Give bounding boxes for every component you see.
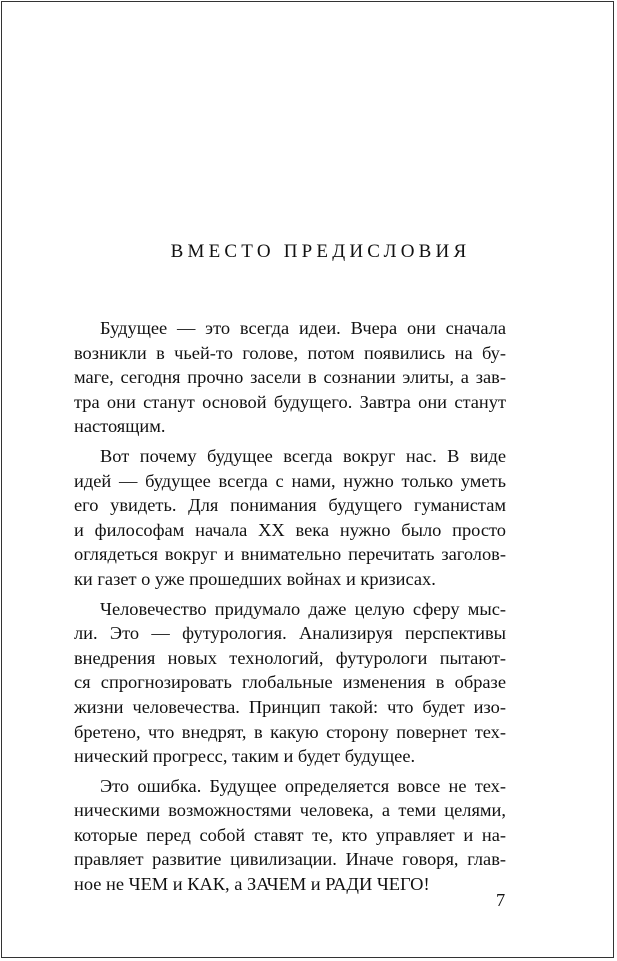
- paragraph-3-line-2: ли. Это — футурология. Анализируя перспективы: [74, 623, 506, 644]
- paragraph-2-line-6: ки газет о уже прошедших войнах и кризисах.: [74, 568, 436, 589]
- paragraph-2-line-4: и философам начала XX века нужно было просто: [74, 519, 506, 540]
- paragraph-1-line-3: маге, сегодня прочно засели в сознании элиты, а зав-: [74, 367, 506, 388]
- paragraph-2-line-5: оглядеться вокруг и внимательно перечитать заголов-: [74, 544, 506, 565]
- paragraph-1-line-5: настоящим.: [74, 416, 166, 437]
- paragraph-1-line-2: возникли в чьей-то голове, потом появились на бу-: [74, 342, 506, 363]
- paragraph-2-line-3: его увидеть. Для понимания будущего гуманистам: [74, 495, 506, 516]
- paragraph-4-line-3: которые перед собой ставят те, кто управляет и на-: [74, 824, 506, 845]
- paragraph-3-line-3: внедрения новых технологий, футурологи пытают-: [74, 647, 506, 668]
- paragraph-2-line-2: идей — будущее всегда с нами, нужно только уметь: [74, 470, 506, 491]
- paragraph-1-line-4: тра они станут основой будущего. Завтра они станут: [74, 391, 506, 412]
- paragraph-4-line-4: правляет развитие цивилизации. Иначе говоря, глав-: [74, 849, 506, 870]
- page-number: 7: [496, 890, 506, 910]
- paragraph-3-line-7: нический прогресс, таким и будет будущее.: [74, 746, 416, 767]
- paragraph-3-line-6: бретено, что внедрят, в какую сторону повернет тех-: [74, 721, 506, 742]
- paragraph-4-line-1: Это ошибка. Будущее определяется вовсе не тех-: [100, 775, 506, 796]
- chapter-heading: ВМЕСТО ПРЕДИСЛОВИЯ: [170, 241, 471, 262]
- paragraph-2-line-1: Вот почему будущее всегда вокруг нас. В виде: [100, 445, 506, 466]
- paragraph-3-line-5: жизни человечества. Принцип такой: что будет изо-: [74, 696, 506, 717]
- body-text: [74, 316, 506, 897]
- paragraph-1-line-1: Будущее — это всегда идеи. Вчера они сначала: [100, 318, 506, 338]
- paragraph-3-line-4: ся спрогнозировать глобальные изменения в образе: [74, 672, 506, 693]
- paragraph-3-line-1: Человечество придумало даже целую сферу мыс-: [100, 598, 506, 619]
- paragraph-4-line-2: ническими возможностями человека, а теми целями,: [74, 800, 506, 821]
- paragraph-4-line-5: ное не ЧЕМ и КАК, а ЗАЧЕМ и РАДИ ЧЕГО!: [74, 874, 430, 895]
